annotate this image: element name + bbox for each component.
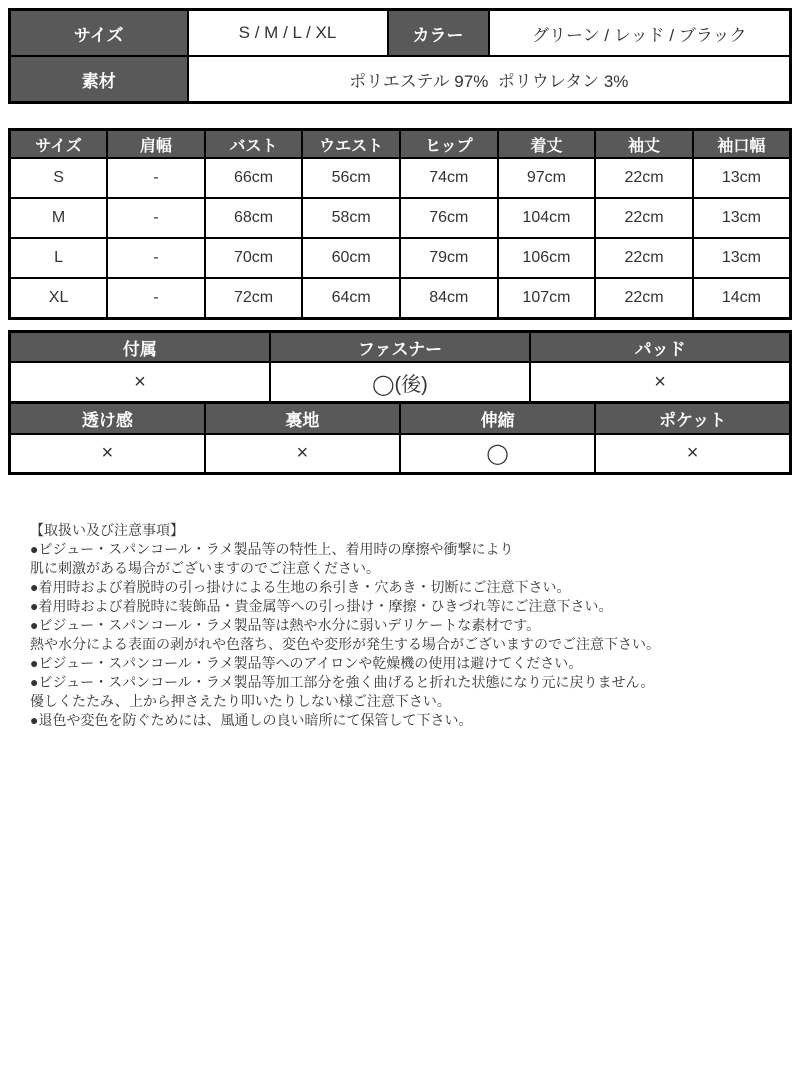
size-chart-cell: M <box>10 198 108 238</box>
size-chart-header: 肩幅 <box>107 130 205 159</box>
size-chart-cell: - <box>107 278 205 319</box>
size-chart-cell: 56cm <box>302 158 400 198</box>
size-chart-cell: 104cm <box>498 198 596 238</box>
size-chart-cell: 79cm <box>400 238 498 278</box>
info-row-size-color <box>10 10 791 57</box>
spec-value: ◯(後) <box>270 362 530 403</box>
care-line: ●ビジュー・スパンコール・ラメ製品等は熱や水分に弱いデリケートな素材です。 <box>30 617 541 633</box>
size-chart-cell: 13cm <box>693 198 791 238</box>
care-line: ●着用時および着脱時の引っ掛けによる生地の糸引き・穴あき・切断にご注意下さい。 <box>30 579 571 595</box>
spec-header: 付属 <box>10 332 270 363</box>
spec-header: 伸縮 <box>400 403 595 435</box>
size-chart-header: バスト <box>205 130 303 159</box>
size-chart-header: サイズ <box>10 130 108 159</box>
spec-table-fastener <box>8 330 792 404</box>
spec-value: × <box>205 434 400 474</box>
spec-header: パッド <box>530 332 790 363</box>
size-chart-cell: 68cm <box>205 198 303 238</box>
spec-header-row <box>10 403 791 435</box>
size-chart-cell: 22cm <box>595 158 693 198</box>
size-chart-cell: - <box>107 198 205 238</box>
size-chart-cell: 64cm <box>302 278 400 319</box>
spec-value-row <box>10 362 791 403</box>
spec-header: 透け感 <box>10 403 205 435</box>
size-chart-cell: 13cm <box>693 158 791 198</box>
care-instructions <box>30 521 792 730</box>
spec-header: 裏地 <box>205 403 400 435</box>
size-chart-cell: L <box>10 238 108 278</box>
size-chart-cell: 22cm <box>595 278 693 319</box>
spec-value: × <box>595 434 790 474</box>
size-value-cell: S / M / L / XL <box>188 10 388 57</box>
info-table <box>8 8 792 104</box>
color-label-cell: カラー <box>388 10 489 57</box>
color-value-cell: グリーン / レッド / ブラック <box>489 10 791 57</box>
size-chart-row-s <box>10 158 791 198</box>
care-line: ●ビジュー・スパンコール・ラメ製品等加工部分を強く曲げると折れた状態になり元に戻りません。 <box>30 674 655 690</box>
spec-value: × <box>10 434 205 474</box>
material-label-cell: 素材 <box>10 56 188 103</box>
material-value-cell: ポリエステル 97% ポリウレタン 3% <box>188 56 791 103</box>
size-label-cell: サイズ <box>10 10 188 57</box>
size-chart-cell: - <box>107 158 205 198</box>
care-line: ●ビジュー・スパンコール・ラメ製品等の特性上、着用時の摩擦や衝撃により <box>30 541 514 557</box>
size-chart-cell: 60cm <box>302 238 400 278</box>
care-line: 優しくたたみ、上から押さえたり叩いたりしない様ご注意下さい。 <box>30 693 451 709</box>
size-chart-cell: 58cm <box>302 198 400 238</box>
spec-value: × <box>10 362 270 403</box>
spec-header: ファスナー <box>270 332 530 363</box>
spec-header: ポケット <box>595 403 790 435</box>
size-chart-row-l <box>10 238 791 278</box>
size-chart-header: 袖丈 <box>595 130 693 159</box>
care-line: ●退色や変色を防ぐためには、風通しの良い暗所にて保管して下さい。 <box>30 712 473 728</box>
size-chart-cell: 70cm <box>205 238 303 278</box>
spec-table-fabric <box>8 401 792 475</box>
spec-header-row <box>10 332 791 363</box>
size-chart-row-xl <box>10 278 791 319</box>
care-line: 熱や水分による表面の剥がれや色落ち、変色や変形が発生する場合がございますのでご注意下さい。 <box>30 636 660 652</box>
size-chart-header: ヒップ <box>400 130 498 159</box>
size-chart-cell: 13cm <box>693 238 791 278</box>
size-chart-cell: 76cm <box>400 198 498 238</box>
care-line: 肌に刺激がある場合がございますのでご注意ください。 <box>30 560 380 576</box>
size-chart-cell: S <box>10 158 108 198</box>
spec-value: × <box>530 362 790 403</box>
size-chart-header: ウエスト <box>302 130 400 159</box>
size-chart-cell: 66cm <box>205 158 303 198</box>
size-chart-header: 袖口幅 <box>693 130 791 159</box>
size-chart-header: 着丈 <box>498 130 596 159</box>
size-chart-cell: 14cm <box>693 278 791 319</box>
spec-value: ◯ <box>400 434 595 474</box>
care-line: ●着用時および着脱時に装飾品・貴金属等への引っ掛け・摩擦・ひきづれ等にご注意下さい。 <box>30 598 613 614</box>
size-chart-header-row <box>10 130 791 159</box>
size-chart-row-m <box>10 198 791 238</box>
size-chart-cell: 106cm <box>498 238 596 278</box>
size-chart-cell: 74cm <box>400 158 498 198</box>
info-row-material <box>10 56 791 103</box>
size-chart-cell: 22cm <box>595 238 693 278</box>
size-chart-cell: XL <box>10 278 108 319</box>
size-chart-cell: 84cm <box>400 278 498 319</box>
size-chart-cell: 107cm <box>498 278 596 319</box>
care-title: 【取扱い及び注意事項】 <box>30 522 184 538</box>
size-chart-cell: 72cm <box>205 278 303 319</box>
care-line: ●ビジュー・スパンコール・ラメ製品等へのアイロンや乾燥機の使用は避けてください。 <box>30 655 583 671</box>
size-chart-cell: - <box>107 238 205 278</box>
size-chart-cell: 97cm <box>498 158 596 198</box>
spec-value-row <box>10 434 791 474</box>
size-chart-cell: 22cm <box>595 198 693 238</box>
size-chart-table <box>8 128 792 320</box>
